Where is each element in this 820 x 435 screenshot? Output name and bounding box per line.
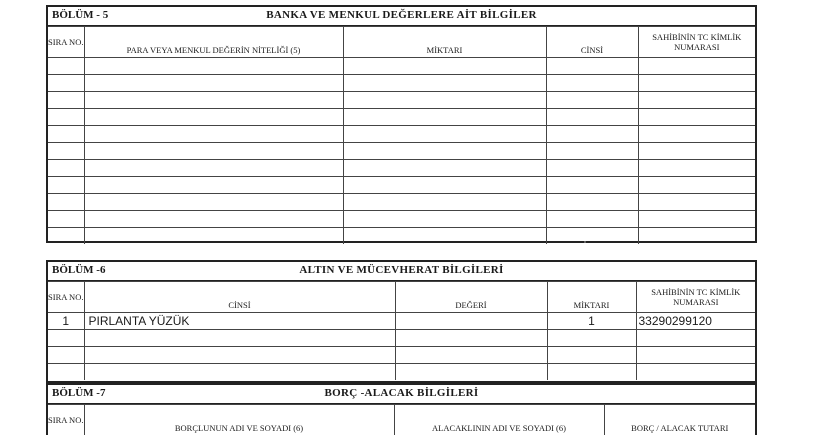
cell[interactable] bbox=[547, 330, 636, 347]
cell[interactable] bbox=[547, 347, 636, 364]
cell-sira[interactable]: 1 bbox=[48, 313, 84, 330]
cell-miktari[interactable]: 1 bbox=[547, 313, 636, 330]
cell[interactable] bbox=[343, 160, 546, 177]
cell[interactable] bbox=[546, 160, 638, 177]
table-row bbox=[48, 177, 755, 194]
table-row bbox=[48, 347, 755, 364]
section-7-number: BÖLÜM -7 bbox=[52, 387, 106, 399]
col-sira-no: SIRA NO. bbox=[48, 27, 84, 58]
table-row bbox=[48, 143, 755, 160]
cell[interactable] bbox=[84, 126, 343, 143]
cell[interactable] bbox=[84, 75, 343, 92]
col-cinsi: CİNSİ bbox=[84, 282, 395, 313]
cell[interactable] bbox=[343, 211, 546, 228]
section-6-number: BÖLÜM -6 bbox=[52, 264, 106, 276]
section-6-title: ALTIN VE MÜCEVHERAT BİLGİLERİ bbox=[299, 264, 504, 276]
cell[interactable] bbox=[638, 228, 755, 245]
cell[interactable] bbox=[48, 92, 84, 109]
cell[interactable] bbox=[546, 126, 638, 143]
cell[interactable] bbox=[343, 126, 546, 143]
cell[interactable] bbox=[546, 177, 638, 194]
cell[interactable] bbox=[638, 194, 755, 211]
section-6 bbox=[46, 260, 757, 383]
col-miktari: MİKTARI bbox=[547, 282, 636, 313]
cell[interactable] bbox=[343, 143, 546, 160]
cell[interactable] bbox=[638, 160, 755, 177]
col-miktari: MİKTARI bbox=[343, 27, 546, 58]
table-row bbox=[48, 194, 755, 211]
section-7-table bbox=[48, 404, 755, 435]
cell-tc[interactable]: 33290299120 bbox=[636, 313, 755, 330]
cell[interactable] bbox=[48, 228, 84, 245]
col-alacakli: ALACAKLININ ADI VE SOYADI (6) bbox=[394, 405, 604, 435]
cell[interactable] bbox=[638, 109, 755, 126]
cell[interactable] bbox=[546, 109, 638, 126]
section-5-header bbox=[48, 7, 755, 26]
cell[interactable] bbox=[636, 330, 755, 347]
cell[interactable] bbox=[343, 75, 546, 92]
cell[interactable] bbox=[546, 75, 638, 92]
cell[interactable] bbox=[395, 364, 547, 381]
section-7-header-row bbox=[48, 405, 755, 435]
cell[interactable] bbox=[84, 160, 343, 177]
cell[interactable] bbox=[48, 347, 84, 364]
cell[interactable] bbox=[48, 143, 84, 160]
cell[interactable] bbox=[48, 194, 84, 211]
cell[interactable] bbox=[48, 330, 84, 347]
cell[interactable] bbox=[638, 211, 755, 228]
cell[interactable] bbox=[84, 143, 343, 160]
cell[interactable] bbox=[638, 126, 755, 143]
section-7-title: BORÇ -ALACAK BİLGİLERİ bbox=[324, 387, 479, 399]
cell[interactable] bbox=[638, 177, 755, 194]
table-row bbox=[48, 313, 755, 330]
cell[interactable] bbox=[343, 58, 546, 75]
cell[interactable] bbox=[638, 75, 755, 92]
col-borclu: BORÇLUNUN ADI VE SOYADI (6) bbox=[84, 405, 394, 435]
col-tc-kimlik: SAHİBİNİN TC KİMLİK NUMARASI bbox=[638, 27, 755, 58]
cell[interactable] bbox=[48, 126, 84, 143]
cell[interactable] bbox=[343, 92, 546, 109]
cell[interactable] bbox=[343, 177, 546, 194]
table-row bbox=[48, 109, 755, 126]
table-row bbox=[48, 228, 755, 245]
table-row bbox=[48, 330, 755, 347]
cell[interactable] bbox=[395, 347, 547, 364]
section-5-table bbox=[48, 26, 755, 244]
table-row bbox=[48, 92, 755, 109]
section-7 bbox=[46, 383, 757, 435]
cell[interactable] bbox=[84, 194, 343, 211]
cell[interactable] bbox=[48, 177, 84, 194]
cell[interactable] bbox=[636, 364, 755, 381]
table-row bbox=[48, 211, 755, 228]
cell[interactable] bbox=[84, 330, 395, 347]
section-6-table bbox=[48, 281, 755, 380]
section-5-title: BANKA VE MENKUL DEĞERLERE AİT BİLGİLER bbox=[266, 9, 537, 21]
cell[interactable] bbox=[546, 228, 638, 245]
section-7-header bbox=[48, 385, 755, 404]
cell[interactable] bbox=[48, 160, 84, 177]
table-row bbox=[48, 126, 755, 143]
cell[interactable] bbox=[546, 58, 638, 75]
cell[interactable] bbox=[48, 211, 84, 228]
col-nitelik: PARA VEYA MENKUL DEĞERİN NİTELİĞİ (5) bbox=[84, 27, 343, 58]
section-6-header-row bbox=[48, 282, 755, 313]
cell[interactable] bbox=[48, 75, 84, 92]
table-row bbox=[48, 364, 755, 381]
cell[interactable] bbox=[638, 92, 755, 109]
cell-degeri[interactable] bbox=[395, 313, 547, 330]
cell[interactable] bbox=[343, 109, 546, 126]
cell[interactable] bbox=[546, 143, 638, 160]
cell[interactable] bbox=[84, 228, 343, 245]
cell[interactable] bbox=[547, 364, 636, 381]
cell[interactable] bbox=[395, 330, 547, 347]
cell[interactable] bbox=[84, 109, 343, 126]
cell[interactable] bbox=[638, 58, 755, 75]
cell[interactable] bbox=[84, 211, 343, 228]
cell[interactable] bbox=[84, 92, 343, 109]
cell[interactable] bbox=[546, 92, 638, 109]
col-tutar: BORÇ / ALACAK TUTARI bbox=[604, 405, 755, 435]
col-sira-no: SIRA NO. bbox=[48, 282, 84, 313]
cell[interactable] bbox=[638, 143, 755, 160]
cell[interactable] bbox=[546, 211, 638, 228]
cell[interactable] bbox=[48, 109, 84, 126]
col-tc-kimlik: SAHİBİNİN TC KİMLİK NUMARASI bbox=[636, 282, 755, 313]
table-row bbox=[48, 160, 755, 177]
table-row bbox=[48, 75, 755, 92]
section-5-header-row bbox=[48, 27, 755, 58]
cell[interactable] bbox=[343, 194, 546, 211]
cell[interactable] bbox=[546, 194, 638, 211]
cell[interactable] bbox=[84, 58, 343, 75]
col-cinsi: CİNSİ bbox=[546, 27, 638, 58]
cell[interactable] bbox=[84, 177, 343, 194]
cell-cinsi[interactable]: PIRLANTA YÜZÜK bbox=[84, 313, 395, 330]
col-sira-no: SIRA NO. bbox=[48, 405, 84, 435]
col-degeri: DEĞERİ bbox=[395, 282, 547, 313]
cell[interactable] bbox=[343, 228, 546, 245]
section-6-header bbox=[48, 262, 755, 281]
cell[interactable] bbox=[48, 364, 84, 381]
cell[interactable] bbox=[48, 58, 84, 75]
cell[interactable] bbox=[636, 347, 755, 364]
section-5-number: BÖLÜM - 5 bbox=[52, 9, 109, 21]
section-5 bbox=[46, 5, 757, 243]
cell[interactable] bbox=[84, 364, 395, 381]
scan-speck bbox=[584, 241, 586, 243]
cell[interactable] bbox=[84, 347, 395, 364]
table-row bbox=[48, 58, 755, 75]
